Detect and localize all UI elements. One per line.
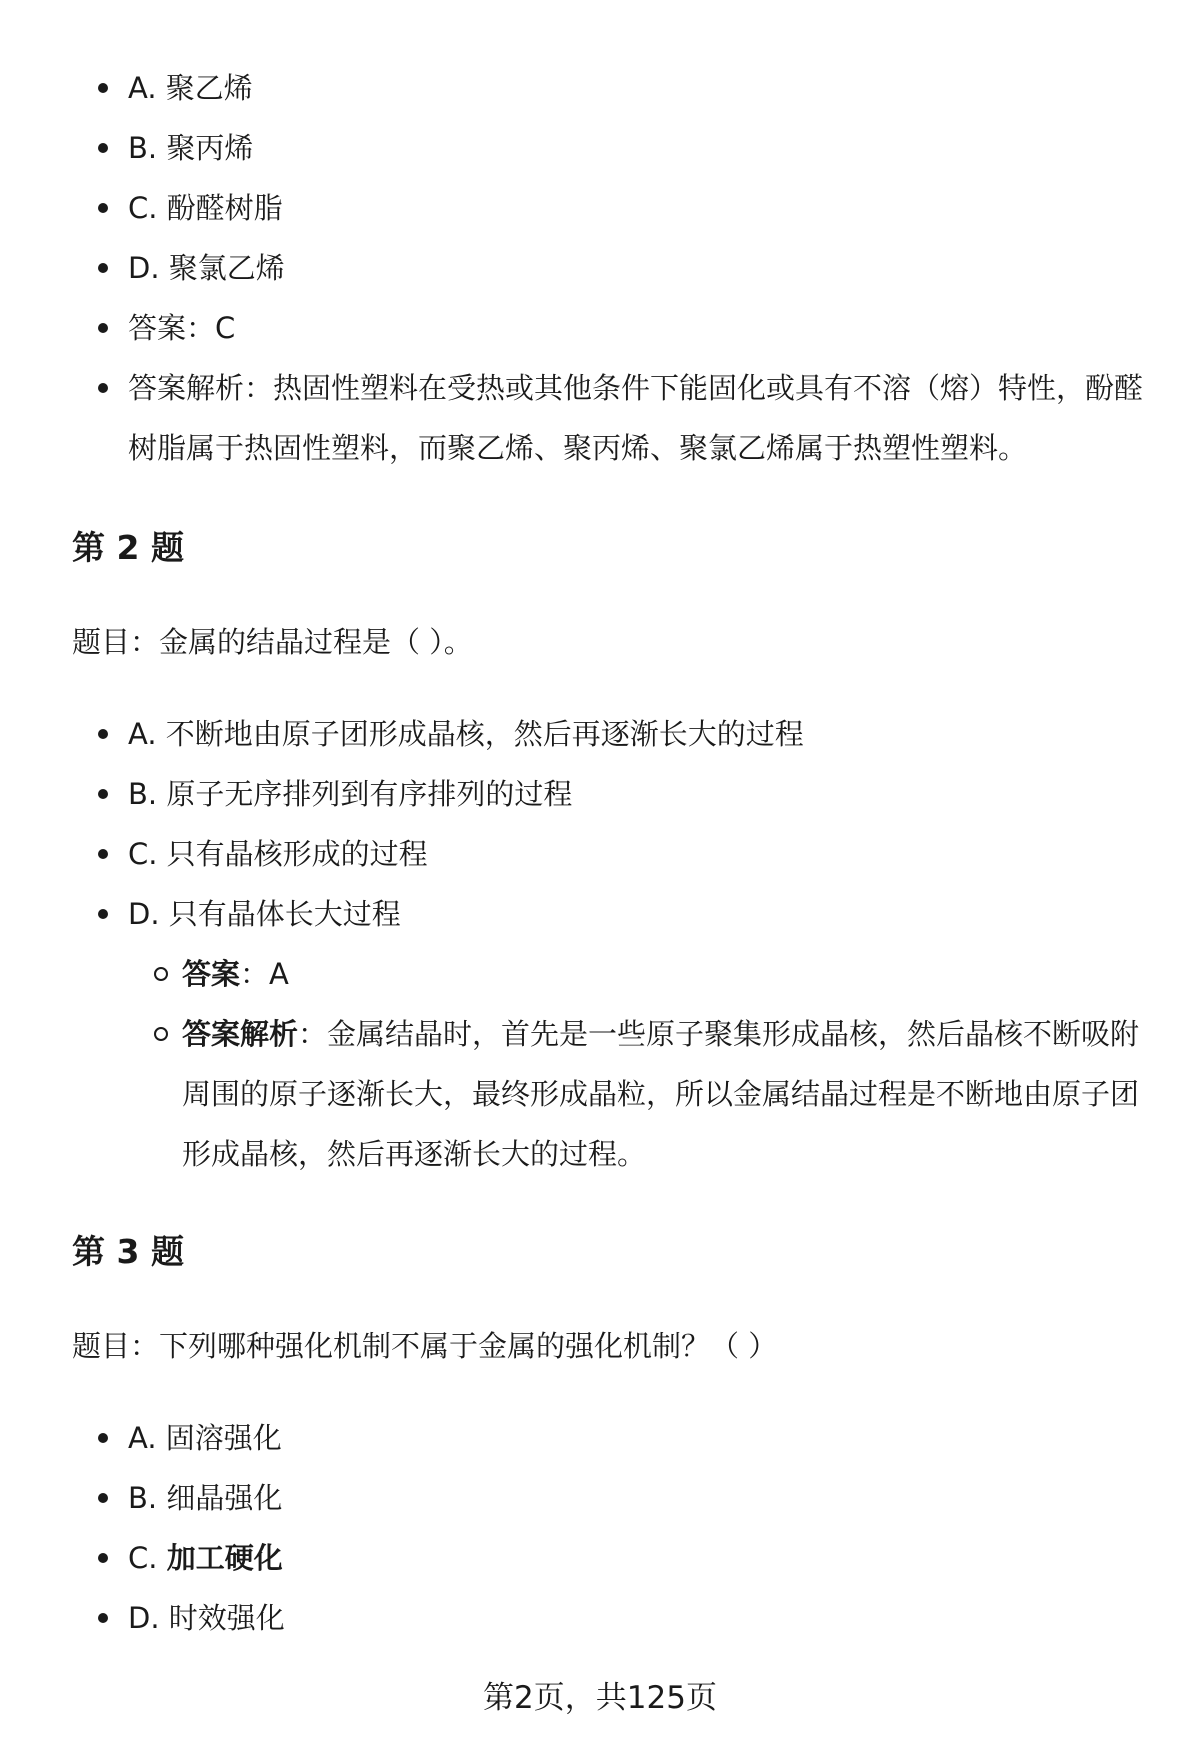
option-a: A. 固溶强化 xyxy=(72,1408,1152,1468)
option-b: B. 原子无序排列到有序排列的过程 xyxy=(72,764,1152,824)
question-3-options xyxy=(72,1408,1152,1648)
question-3-block xyxy=(72,1408,1152,1648)
option-c xyxy=(72,1528,1152,1588)
answer-value: ：A xyxy=(240,957,289,991)
option-d xyxy=(72,884,1152,1184)
answer: 答案：C xyxy=(72,298,1152,358)
analysis-label: 答案解析 xyxy=(182,1017,299,1051)
answer-label: 答案 xyxy=(182,957,241,991)
answer xyxy=(72,944,1152,1004)
option-d: D. 时效强化 xyxy=(72,1588,1152,1648)
option-a: A. 聚乙烯 xyxy=(72,58,1152,118)
question-1-options xyxy=(72,58,1152,478)
option-d: D. 聚氯乙烯 xyxy=(72,238,1152,298)
answer-analysis xyxy=(72,1004,1152,1184)
question-2-stem: 题目：金属的结晶过程是（ ）。 xyxy=(72,625,473,659)
option-b: B. 细晶强化 xyxy=(72,1468,1152,1528)
option-b: B. 聚丙烯 xyxy=(72,118,1152,178)
option-c: C. 只有晶核形成的过程 xyxy=(72,824,1152,884)
question-2-options xyxy=(72,704,1152,1184)
page-footer: 第2页，共125页 xyxy=(483,1680,717,1716)
option-c-prefix: C. xyxy=(128,1541,167,1575)
question-3-stem: 题目：下列哪种强化机制不属于金属的强化机制？（ ） xyxy=(72,1329,778,1363)
option-c: C. 酚醛树脂 xyxy=(72,178,1152,238)
question-2-answer-list xyxy=(72,944,1152,1184)
analysis-value: ：金属结晶时，首先是一些原子聚集形成晶核，然后晶核不断吸附周围的原子逐渐长大，最终形成晶粒，所以金属结晶过程是不断地由原子团形成晶核，然后再逐渐长大的过程。 xyxy=(182,1017,1140,1171)
answer-analysis: 答案解析：热固性塑料在受热或其他条件下能固化或具有不溶（熔）特性，酚醛树脂属于热固性塑料，而聚乙烯、聚丙烯、聚氯乙烯属于热塑性塑料。 xyxy=(72,358,1152,478)
question-1-block xyxy=(72,58,1152,478)
option-c-bold-text: 加工硬化 xyxy=(166,1541,283,1575)
option-d-text: D. 只有晶体长大过程 xyxy=(128,897,401,931)
option-a: A. 不断地由原子团形成晶核，然后再逐渐长大的过程 xyxy=(72,704,1152,764)
question-3-heading: 第 3 题 xyxy=(72,1232,184,1271)
question-2-block xyxy=(72,704,1152,1184)
question-2-heading: 第 2 题 xyxy=(72,528,184,567)
